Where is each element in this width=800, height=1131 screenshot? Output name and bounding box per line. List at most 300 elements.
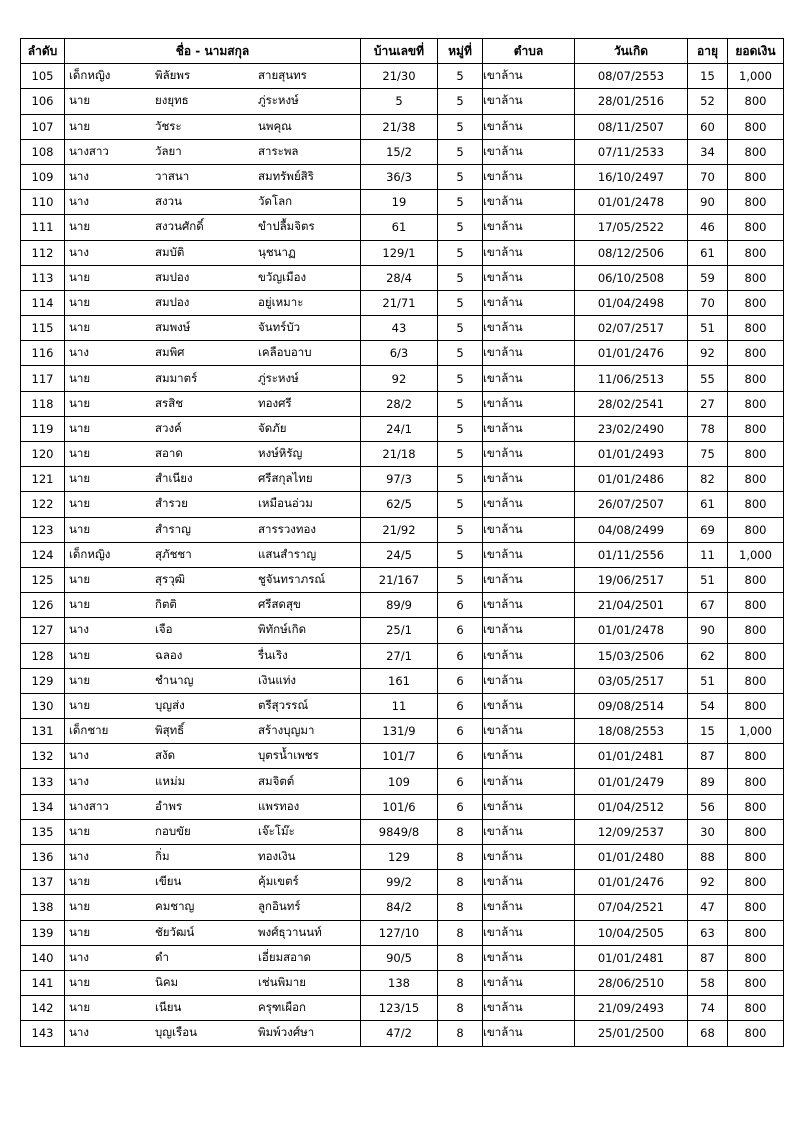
cell-amount: 800: [728, 794, 784, 819]
cell-age: 61: [688, 240, 728, 265]
last-name: ภู่ระหงษ์: [258, 93, 299, 108]
cell-tambon: เขาล้าน: [483, 215, 575, 240]
cell-moo: 5: [438, 517, 483, 542]
last-name: สมจิตต์: [258, 773, 295, 788]
cell-tambon: เขาล้าน: [483, 391, 575, 416]
cell-tambon: เขาล้าน: [483, 114, 575, 139]
cell-no: 124: [21, 542, 65, 567]
name-title: นาย: [69, 572, 91, 587]
name-title: นาย: [69, 118, 91, 133]
last-name: ตรีสุวรรณ์: [258, 697, 309, 712]
cell-house-no: 43: [361, 316, 438, 341]
last-name: เอี่ยมสอาด: [258, 949, 312, 964]
cell-name: [65, 366, 361, 391]
table-row: [21, 668, 784, 693]
cell-name: [65, 64, 361, 89]
first-name: กิ่ม: [155, 849, 170, 864]
table-row: [21, 89, 784, 114]
last-name: พิมพ์วงศ์ษา: [258, 1025, 315, 1040]
table-row: [21, 794, 784, 819]
cell-house-no: 21/167: [361, 567, 438, 592]
cell-tambon: เขาล้าน: [483, 542, 575, 567]
first-name: กิตติ: [155, 597, 177, 612]
cell-moo: 8: [438, 1021, 483, 1046]
last-name: เคลือบอาบ: [258, 345, 312, 360]
cell-birthdate: 28/02/2541: [575, 391, 688, 416]
first-name: สมบัติ: [155, 244, 185, 259]
table-row: [21, 64, 784, 89]
name-title: นาง: [69, 949, 89, 964]
cell-amount: 1,000: [728, 542, 784, 567]
name-title: นาย: [69, 697, 91, 712]
cell-moo: 6: [438, 643, 483, 668]
cell-moo: 5: [438, 89, 483, 114]
cell-tambon: เขาล้าน: [483, 164, 575, 189]
last-name: จันทร์บัว: [258, 320, 301, 335]
cell-house-no: 21/71: [361, 290, 438, 315]
cell-amount: 800: [728, 240, 784, 265]
cell-birthdate: 28/01/2516: [575, 89, 688, 114]
cell-birthdate: 01/01/2478: [575, 190, 688, 215]
cell-name: [65, 593, 361, 618]
last-name: แสนสำราญ: [258, 546, 317, 561]
table-row: [21, 996, 784, 1021]
cell-house-no: 101/7: [361, 744, 438, 769]
cell-moo: 8: [438, 996, 483, 1021]
table-row: [21, 1021, 784, 1046]
table-row: [21, 467, 784, 492]
cell-no: 106: [21, 89, 65, 114]
last-name: วัดโลก: [258, 194, 293, 209]
cell-moo: 6: [438, 693, 483, 718]
cell-tambon: เขาล้าน: [483, 139, 575, 164]
cell-no: 120: [21, 442, 65, 467]
table-row: [21, 316, 784, 341]
cell-tambon: เขาล้าน: [483, 693, 575, 718]
cell-no: 111: [21, 215, 65, 240]
cell-tambon: เขาล้าน: [483, 895, 575, 920]
name-title: นาย: [69, 924, 91, 939]
cell-name: [65, 290, 361, 315]
cell-name: [65, 467, 361, 492]
cell-tambon: เขาล้าน: [483, 416, 575, 441]
cell-house-no: 61: [361, 215, 438, 240]
cell-tambon: เขาล้าน: [483, 190, 575, 215]
cell-tambon: เขาล้าน: [483, 870, 575, 895]
cell-tambon: เขาล้าน: [483, 467, 575, 492]
cell-no: 107: [21, 114, 65, 139]
cell-tambon: เขาล้าน: [483, 593, 575, 618]
cell-amount: 800: [728, 290, 784, 315]
cell-moo: 8: [438, 970, 483, 995]
cell-tambon: เขาล้าน: [483, 316, 575, 341]
header-house-no: บ้านเลขที่: [361, 39, 438, 64]
cell-name: [65, 794, 361, 819]
cell-house-no: 129: [361, 845, 438, 870]
table-row: [21, 240, 784, 265]
last-name: รื่นเริง: [258, 647, 288, 662]
last-name: ภู่ระหงษ์: [258, 370, 299, 385]
cell-house-no: 131/9: [361, 719, 438, 744]
cell-moo: 5: [438, 391, 483, 416]
first-name: สุภัชชา: [155, 546, 192, 561]
cell-no: 125: [21, 567, 65, 592]
first-name: เนียน: [155, 1000, 182, 1015]
cell-birthdate: 17/05/2522: [575, 215, 688, 240]
cell-no: 129: [21, 668, 65, 693]
last-name: บุตรน้ำเพชร: [258, 748, 319, 763]
cell-name: [65, 643, 361, 668]
cell-no: 141: [21, 970, 65, 995]
cell-moo: 5: [438, 492, 483, 517]
cell-tambon: เขาล้าน: [483, 492, 575, 517]
cell-moo: 8: [438, 819, 483, 844]
cell-house-no: 11: [361, 693, 438, 718]
table-row: [21, 391, 784, 416]
cell-moo: 5: [438, 542, 483, 567]
last-name: สาระพล: [258, 143, 299, 158]
table-row: [21, 719, 784, 744]
last-name: เงินแท่ง: [258, 672, 297, 687]
last-name: สายสุนทร: [258, 68, 307, 83]
cell-house-no: 90/5: [361, 945, 438, 970]
cell-no: 143: [21, 1021, 65, 1046]
cell-tambon: เขาล้าน: [483, 265, 575, 290]
cell-amount: 800: [728, 114, 784, 139]
cell-house-no: 21/92: [361, 517, 438, 542]
first-name: พิลัยพร: [155, 68, 191, 83]
name-title: นาย: [69, 823, 91, 838]
cell-house-no: 47/2: [361, 1021, 438, 1046]
cell-no: 139: [21, 920, 65, 945]
cell-tambon: เขาล้าน: [483, 618, 575, 643]
first-name: สงัด: [155, 748, 176, 763]
cell-tambon: เขาล้าน: [483, 920, 575, 945]
name-title: นาย: [69, 496, 91, 511]
name-title: นาย: [69, 597, 91, 612]
cell-name: [65, 114, 361, 139]
name-title: นาย: [69, 874, 91, 889]
table-row: [21, 870, 784, 895]
last-name: ศรีสดสุข: [258, 597, 301, 612]
cell-tambon: เขาล้าน: [483, 64, 575, 89]
first-name: วัลยา: [155, 143, 182, 158]
first-name: สำเนียง: [155, 471, 193, 486]
cell-amount: 800: [728, 567, 784, 592]
cell-no: 132: [21, 744, 65, 769]
name-title: เด็กหญิง: [69, 68, 111, 83]
cell-tambon: เขาล้าน: [483, 240, 575, 265]
table-row: [21, 819, 784, 844]
first-name: ฉลอง: [155, 647, 183, 662]
cell-no: 108: [21, 139, 65, 164]
cell-moo: 8: [438, 945, 483, 970]
cell-no: 105: [21, 64, 65, 89]
cell-tambon: เขาล้าน: [483, 744, 575, 769]
first-name: สำรวย: [155, 496, 188, 511]
cell-moo: 6: [438, 668, 483, 693]
cell-name: [65, 895, 361, 920]
header-birthdate: วันเกิด: [575, 39, 688, 64]
cell-amount: 800: [728, 1021, 784, 1046]
first-name: พิสุทธิ์: [155, 723, 185, 738]
first-name: เขียน: [155, 874, 182, 889]
first-name: กอบขัย: [155, 823, 191, 838]
cell-moo: 6: [438, 618, 483, 643]
cell-name: [65, 693, 361, 718]
cell-name: [65, 567, 361, 592]
cell-age: 75: [688, 442, 728, 467]
cell-age: 68: [688, 1021, 728, 1046]
cell-moo: 5: [438, 416, 483, 441]
cell-birthdate: 06/10/2508: [575, 265, 688, 290]
header-amount: ยอดเงิน: [728, 39, 784, 64]
name-title: นาย: [69, 93, 91, 108]
cell-name: [65, 215, 361, 240]
table-row: [21, 643, 784, 668]
cell-amount: 800: [728, 769, 784, 794]
cell-amount: 800: [728, 618, 784, 643]
last-name: ขำปลื้มจิตร: [258, 219, 315, 234]
cell-tambon: เขาล้าน: [483, 668, 575, 693]
first-name: สงวน: [155, 194, 182, 209]
cell-age: 87: [688, 945, 728, 970]
cell-no: 137: [21, 870, 65, 895]
first-name: สอาด: [155, 446, 183, 461]
cell-birthdate: 01/01/2486: [575, 467, 688, 492]
cell-age: 89: [688, 769, 728, 794]
cell-no: 122: [21, 492, 65, 517]
cell-birthdate: 03/05/2517: [575, 668, 688, 693]
cell-age: 51: [688, 668, 728, 693]
cell-age: 51: [688, 567, 728, 592]
cell-tambon: เขาล้าน: [483, 970, 575, 995]
cell-amount: 800: [728, 164, 784, 189]
name-title: เด็กหญิง: [69, 546, 111, 561]
table-row: [21, 693, 784, 718]
last-name: เหมือนอ่วม: [258, 496, 313, 511]
cell-age: 59: [688, 265, 728, 290]
cell-birthdate: 04/08/2499: [575, 517, 688, 542]
cell-age: 46: [688, 215, 728, 240]
cell-birthdate: 11/06/2513: [575, 366, 688, 391]
cell-moo: 6: [438, 794, 483, 819]
header-no: ลำดับ: [21, 39, 65, 64]
first-name: สมพงษ์: [155, 320, 191, 335]
cell-age: 34: [688, 139, 728, 164]
cell-name: [65, 769, 361, 794]
header-age: อายุ: [688, 39, 728, 64]
table-row: [21, 945, 784, 970]
last-name: ทองศรี: [258, 395, 292, 410]
first-name: บุญส่ง: [155, 697, 185, 712]
cell-house-no: 92: [361, 366, 438, 391]
last-name: ครุฑเผือก: [258, 1000, 306, 1015]
first-name: ชัยวัฒน์: [155, 924, 195, 939]
cell-birthdate: 28/06/2510: [575, 970, 688, 995]
name-title: นาง: [69, 169, 89, 184]
cell-house-no: 21/18: [361, 442, 438, 467]
cell-amount: 800: [728, 89, 784, 114]
cell-moo: 5: [438, 114, 483, 139]
cell-tambon: เขาล้าน: [483, 1021, 575, 1046]
cell-name: [65, 719, 361, 744]
cell-age: 56: [688, 794, 728, 819]
cell-amount: 800: [728, 643, 784, 668]
cell-moo: 6: [438, 744, 483, 769]
cell-age: 60: [688, 114, 728, 139]
cell-age: 54: [688, 693, 728, 718]
first-name: สมมาตร์: [155, 370, 198, 385]
cell-birthdate: 26/07/2507: [575, 492, 688, 517]
cell-no: 140: [21, 945, 65, 970]
cell-amount: 800: [728, 341, 784, 366]
table-row: [21, 593, 784, 618]
cell-name: [65, 89, 361, 114]
cell-birthdate: 01/04/2498: [575, 290, 688, 315]
last-name: ชูจันทราภรณ์: [258, 572, 326, 587]
table-row: [21, 769, 784, 794]
cell-house-no: 24/1: [361, 416, 438, 441]
cell-no: 110: [21, 190, 65, 215]
cell-amount: 800: [728, 215, 784, 240]
cell-age: 27: [688, 391, 728, 416]
cell-birthdate: 23/02/2490: [575, 416, 688, 441]
cell-tambon: เขาล้าน: [483, 845, 575, 870]
cell-tambon: เขาล้าน: [483, 517, 575, 542]
name-title: นาย: [69, 1000, 91, 1015]
cell-house-no: 27/1: [361, 643, 438, 668]
cell-house-no: 28/4: [361, 265, 438, 290]
cell-amount: 800: [728, 366, 784, 391]
cell-birthdate: 01/01/2476: [575, 870, 688, 895]
last-name: คุ้มเขตร์: [258, 874, 299, 889]
cell-age: 15: [688, 64, 728, 89]
cell-moo: 8: [438, 895, 483, 920]
cell-name: [65, 164, 361, 189]
cell-no: 134: [21, 794, 65, 819]
first-name: วาสนา: [155, 169, 190, 184]
cell-moo: 5: [438, 190, 483, 215]
name-title: นาย: [69, 446, 91, 461]
cell-age: 69: [688, 517, 728, 542]
cell-house-no: 6/3: [361, 341, 438, 366]
cell-name: [65, 1021, 361, 1046]
cell-name: [65, 668, 361, 693]
cell-age: 55: [688, 366, 728, 391]
cell-name: [65, 240, 361, 265]
cell-tambon: เขาล้าน: [483, 719, 575, 744]
cell-name: [65, 442, 361, 467]
cell-tambon: เขาล้าน: [483, 769, 575, 794]
cell-birthdate: 01/01/2479: [575, 769, 688, 794]
cell-no: 133: [21, 769, 65, 794]
first-name: ชำนาญ: [155, 672, 194, 687]
cell-no: 116: [21, 341, 65, 366]
name-title: นาย: [69, 219, 91, 234]
cell-house-no: 5: [361, 89, 438, 114]
cell-name: [65, 542, 361, 567]
cell-birthdate: 19/06/2517: [575, 567, 688, 592]
cell-moo: 5: [438, 215, 483, 240]
cell-house-no: 101/6: [361, 794, 438, 819]
cell-no: 113: [21, 265, 65, 290]
cell-no: 128: [21, 643, 65, 668]
first-name: สมพิศ: [155, 345, 185, 360]
table-row: [21, 341, 784, 366]
cell-age: 92: [688, 870, 728, 895]
cell-age: 78: [688, 416, 728, 441]
name-title: นาย: [69, 269, 91, 284]
cell-no: 135: [21, 819, 65, 844]
cell-moo: 5: [438, 567, 483, 592]
cell-birthdate: 01/01/2476: [575, 341, 688, 366]
cell-moo: 5: [438, 366, 483, 391]
cell-moo: 6: [438, 719, 483, 744]
cell-house-no: 129/1: [361, 240, 438, 265]
last-name: ศรีสกุลไทย: [258, 471, 313, 486]
cell-name: [65, 391, 361, 416]
cell-house-no: 109: [361, 769, 438, 794]
cell-age: 61: [688, 492, 728, 517]
first-name: ดำ: [155, 949, 169, 964]
cell-house-no: 161: [361, 668, 438, 693]
cell-birthdate: 01/01/2480: [575, 845, 688, 870]
cell-birthdate: 21/09/2493: [575, 996, 688, 1021]
first-name: บุญเรือน: [155, 1025, 197, 1040]
cell-no: 136: [21, 845, 65, 870]
table-row: [21, 190, 784, 215]
table-row: [21, 265, 784, 290]
table-row: [21, 970, 784, 995]
table-row: [21, 139, 784, 164]
cell-age: 87: [688, 744, 728, 769]
cell-age: 15: [688, 719, 728, 744]
cell-name: [65, 920, 361, 945]
first-name: วัชระ: [155, 118, 182, 133]
name-title: นาง: [69, 194, 89, 209]
cell-no: 131: [21, 719, 65, 744]
cell-birthdate: 10/04/2505: [575, 920, 688, 945]
cell-age: 70: [688, 164, 728, 189]
cell-name: [65, 845, 361, 870]
cell-birthdate: 12/09/2537: [575, 819, 688, 844]
cell-house-no: 97/3: [361, 467, 438, 492]
cell-amount: 800: [728, 870, 784, 895]
first-name: อำพร: [155, 798, 183, 813]
last-name: ขวัญเมือง: [258, 269, 307, 284]
table-row: [21, 164, 784, 189]
name-title: นาง: [69, 773, 89, 788]
cell-amount: 800: [728, 265, 784, 290]
cell-birthdate: 01/01/2481: [575, 945, 688, 970]
last-name: พงศ์ธุวานนท์: [258, 924, 322, 939]
cell-name: [65, 416, 361, 441]
cell-amount: 800: [728, 416, 784, 441]
cell-name: [65, 819, 361, 844]
cell-age: 62: [688, 643, 728, 668]
cell-amount: 800: [728, 819, 784, 844]
cell-name: [65, 744, 361, 769]
cell-name: [65, 517, 361, 542]
cell-amount: 800: [728, 693, 784, 718]
name-title: นาง: [69, 748, 89, 763]
last-name: จัดภัย: [258, 420, 287, 435]
table-header-row: [21, 39, 784, 64]
table-row: [21, 366, 784, 391]
cell-tambon: เขาล้าน: [483, 945, 575, 970]
cell-house-no: 24/5: [361, 542, 438, 567]
